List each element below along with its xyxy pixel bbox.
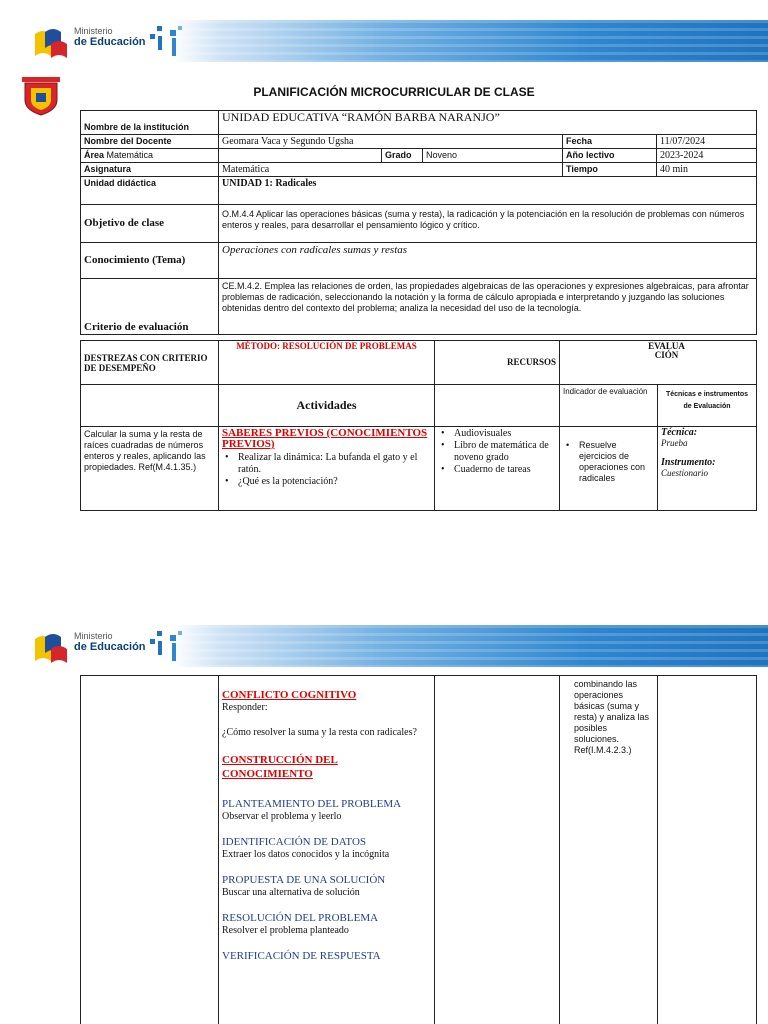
row-docente (81, 135, 757, 149)
row-unidad (81, 177, 757, 205)
anio-label: Año lectivo (563, 149, 657, 163)
instrumento-label: Instrumento: (661, 457, 716, 468)
plan-table-continued (80, 675, 757, 1024)
area-label: Área (84, 150, 105, 160)
institucion-label: Nombre de la institución (81, 111, 219, 135)
list-item: • Realizar la dinámica: La bufanda el gato y el ratón. (222, 452, 431, 476)
metodo-header: MÉTODO: RESOLUCIÓN DE PROBLEMAS (219, 341, 435, 385)
conocimiento-label: Conocimiento (Tema) (81, 243, 219, 279)
step-item (222, 875, 431, 899)
list-item: • Libro de matemática de noveno grado (438, 440, 556, 464)
anio-value: 2023-2024 (657, 149, 757, 163)
plan-table (80, 340, 757, 511)
instrumento-value: Cuestionario (661, 468, 709, 478)
header-banner (172, 20, 768, 62)
ecuador-flag-logo-icon (33, 631, 69, 665)
actividades-cell-2 (219, 676, 435, 1024)
list-item: • ¿Qué es la potenciación? (222, 476, 431, 488)
tecnicas-header: Técnicas e instrumentos de Evaluación (658, 385, 757, 427)
list-item: • Audiovisuales (438, 428, 556, 440)
asignatura-value: Matemática (219, 163, 563, 177)
ministerio-logo-text (74, 631, 146, 653)
conflicto-question: ¿Cómo resolver la suma y la resta con radicales? (222, 727, 417, 738)
step-title: VERIFICACIÓN DE RESPUESTA (222, 950, 381, 962)
ministerio-label: Ministerio (74, 631, 113, 641)
info-table (80, 110, 757, 335)
tiempo-label: Tiempo (563, 163, 657, 177)
page-gap (0, 520, 768, 605)
recursos-header: RECURSOS (435, 341, 560, 385)
plan-header-row (81, 341, 757, 385)
saberes-title: SABERES PREVIOS (CONOCIMIENTOS PREVIOS) (222, 427, 428, 450)
criterio-label: Criterio de evaluación (81, 279, 219, 335)
actividades-cell (219, 427, 435, 511)
tecnica-value: Prueba (661, 438, 688, 448)
objetivo-label: Objetivo de clase (81, 205, 219, 243)
row-asignatura (81, 163, 757, 177)
destrezas-header: DESTREZAS CON CRITERIO DE DESEMPEÑO (81, 341, 219, 385)
tecnica-label: Técnica: (661, 427, 698, 438)
blank-cell (81, 385, 219, 427)
plan-content-row-2 (81, 676, 757, 1024)
conocimiento-value: Operaciones con radicales sumas y restas (219, 243, 757, 279)
step-title: RESOLUCIÓN DEL PROBLEMA (222, 912, 379, 924)
construccion-title-line1: CONSTRUCCIÓN DEL (222, 754, 338, 766)
row-area (81, 149, 757, 163)
blank-cell-recursos (435, 385, 560, 427)
area-value: Matemática (106, 150, 154, 160)
objetivo-value: O.M.4.4 Aplicar las operaciones básicas (suma y resta), la radicación y la potenciación en la resolución de problemas con números enteros y reales, para desarrollar el pensamiento lógico y crítico. (219, 205, 757, 243)
step-title: IDENTIFICACIÓN DE DATOS (222, 836, 367, 848)
ministerio-label: Ministerio (74, 26, 113, 36)
asignatura-label: Asignatura (81, 163, 219, 177)
grado-value: Noveno (423, 149, 563, 163)
step-text: Resolver el problema planteado (222, 925, 349, 936)
step-text: Observar el problema y leerlo (222, 811, 342, 822)
brand-marks-icon (148, 629, 188, 663)
actividades-header: Actividades (219, 385, 435, 427)
conflicto-text: Responder: (222, 702, 268, 713)
unidad-value: UNIDAD 1: Radicales (219, 177, 757, 205)
tiempo-value: 40 min (657, 163, 757, 177)
destreza-text: Calcular la suma y la resta de raíces cuadradas de números enteros y reales, aplicando las propiedades. Ref(M.4.1.35.) (81, 427, 219, 511)
step-text: Extraer los datos conocidos y la incógnita (222, 849, 390, 860)
area-cell (81, 149, 219, 163)
step-item (222, 799, 431, 823)
indicador-header: Indicador de evaluación (560, 385, 658, 427)
blank-cell-recursos-2 (435, 676, 560, 1024)
criterio-value: CE.M.4.2. Emplea las relaciones de orden, las propiedades algebraicas de las operaciones y expresiones algebraicas, para afrontar problemas de radicación, seleccionando la notación y la forma de cálculo apropiada e interpretando y juzgando las soluciones obtenidas dentro del contexto del problema; analiza la necesidad del uso de la tecnología. (219, 279, 757, 335)
row-criterio (81, 279, 757, 335)
construccion-title (222, 753, 431, 781)
page-2 (0, 605, 768, 1024)
evaluacion-header-line1: EVALUA (648, 341, 685, 351)
row-conocimiento (81, 243, 757, 279)
institucion-value: UNIDAD EDUCATIVA “RAMÓN BARBA NARANJO” (219, 111, 757, 135)
list-item: • Cuaderno de tareas (438, 464, 556, 476)
plan-content-row (81, 427, 757, 511)
evaluacion-header-line2: CIÓN (654, 350, 679, 360)
step-item (222, 913, 431, 937)
saberes-list (222, 452, 431, 488)
indicador-continued: combinando las operaciones básicas (suma y resta) y analiza las posibles soluciones. Ref(I.M.4.2.3.) (560, 676, 658, 1024)
indicador-cell (560, 427, 658, 511)
educacion-label: de Educación (74, 36, 146, 48)
header-banner (172, 625, 768, 667)
ministerio-logo-text (74, 26, 146, 48)
area-spacer (219, 149, 382, 163)
blank-cell-tecnicas-2 (658, 676, 757, 1024)
step-text: Buscar una alternativa de solución (222, 887, 360, 898)
docente-value: Geomara Vaca y Segundo Ugsha (219, 135, 563, 149)
conflicto-title: CONFLICTO COGNITIVO (222, 689, 357, 701)
indicador-list (563, 440, 654, 484)
evaluacion-header (560, 341, 757, 385)
construccion-title-line2: CONOCIMIENTO (222, 768, 313, 780)
step-title: PROPUESTA DE UNA SOLUCIÓN (222, 874, 386, 886)
brand-marks-icon (148, 24, 188, 58)
page-header (0, 0, 768, 70)
row-objetivo (81, 205, 757, 243)
ecuador-flag-logo-icon (33, 26, 69, 60)
blank-cell-destrezas (81, 676, 219, 1024)
plan-subheader-row (81, 385, 757, 427)
step-title: PLANTEAMIENTO DEL PROBLEMA (222, 798, 402, 810)
recursos-cell (435, 427, 560, 511)
fecha-value: 11/07/2024 (657, 135, 757, 149)
tecnicas-cell (658, 427, 757, 511)
docente-label: Nombre del Docente (81, 135, 219, 149)
page-header-2 (0, 605, 768, 675)
unidad-label: Unidad didáctica (81, 177, 219, 205)
row-institucion (81, 111, 757, 135)
list-item: • Resuelve ejercicios de operaciones con radicales (563, 440, 654, 484)
grado-label: Grado (382, 149, 423, 163)
educacion-label: de Educación (74, 641, 146, 653)
fecha-label: Fecha (563, 135, 657, 149)
document-title: PLANIFICACIÓN MICROCURRICULAR DE CLASE (253, 85, 535, 99)
step-item (222, 837, 431, 861)
recursos-list (438, 428, 556, 476)
step-item (222, 951, 431, 962)
